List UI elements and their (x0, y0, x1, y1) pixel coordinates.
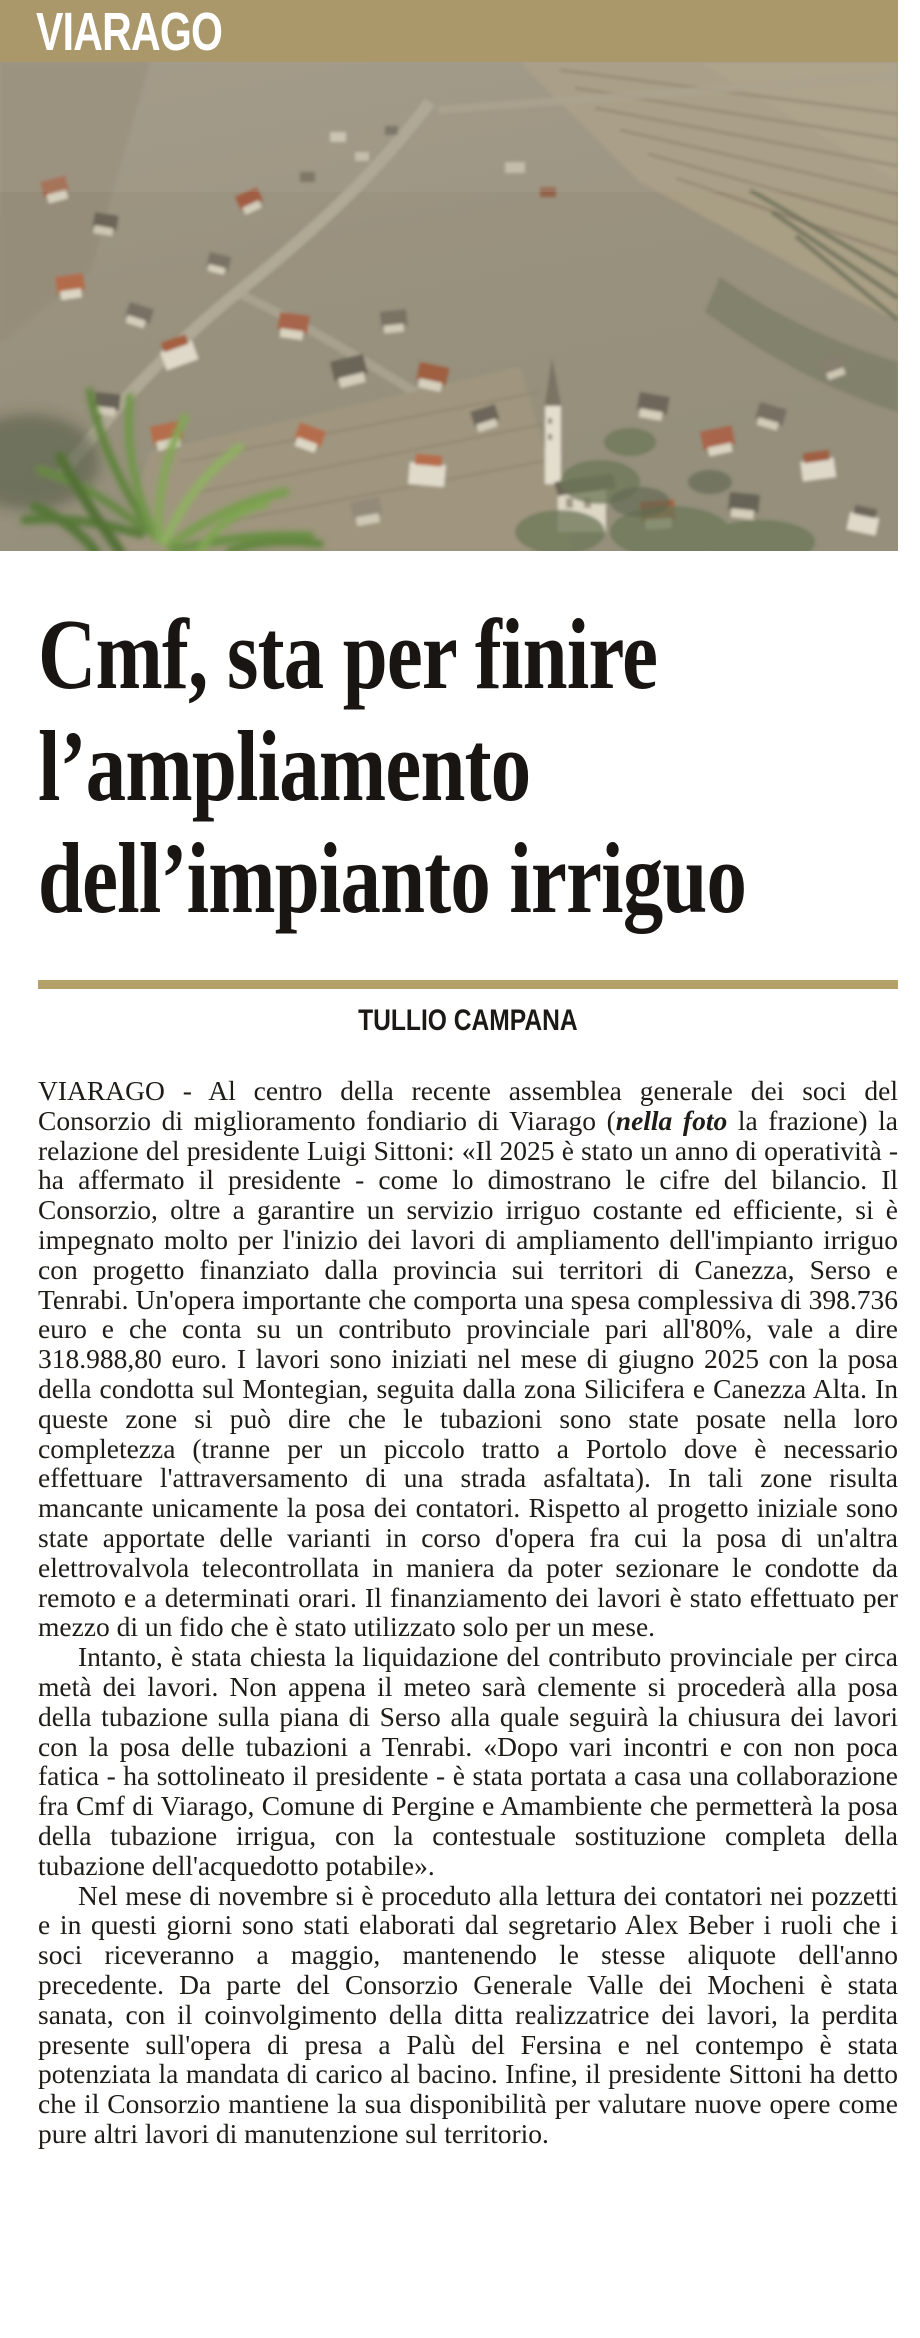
headline-line-1: Cmf, sta per finire (38, 598, 658, 710)
headline-line-2: l’ampliamento (38, 710, 531, 822)
byline-row (38, 1004, 898, 1038)
paragraph-2: Intanto, è stata chiesta la liquidazione del contributo provinciale per circa metà dei lavori. Non appena il meteo sarà clemente si procederà alla posa della tubazione sulla piana di Serso alla quale seguirà la chiusura dei lavori con la posa delle tubazioni a Tenrabi. «Dopo vari incontri e con non poca fatica - ha sottolineato il presidente - è stata portata a casa una collaborazione fra Cmf di Viarago, Comune di Pergine e Amambiente che permetterà la posa della tubazione irrigua, con la contestuale sostituzione completa della tubazione dell'acquedotto potabile». (38, 1641, 898, 1881)
article-body (38, 1076, 898, 2149)
paragraph-1-rest: la frazione) la relazione del presidente Luigi Sittoni: «Il 2025 è stato un anno di operatività - ha affermato il presidente - come lo dimostrano le cifre del bilancio. Il Consorzio, oltre a garantire un servizio irriguo costante ed efficiente, si è impegnato molto per l'inizio dei lavori di ampliamento dell'impianto irriguo con progetto finanziato dalla provincia sui territori di Canezza, Serso e Tenrabi. Un'opera importante che comporta una spesa complessiva di 398.736 euro e che conta su un contributo provinciale pari all'80%, vale a dire 318.988,80 euro. I lavori sono iniziati nel mese di giugno 2025 con la posa della condotta sul Montegian, seguita dalla zona Silicifera e Canezza Alta. In queste zone si può dire che le tubazioni sono state posate nella loro completezza (tranne per un piccolo tratto a Portolo dove è necessario effettuare l'attraversamento di una strada asfaltata). In tali zone risulta mancante unicamente la posa dei contatori. Rispetto al progetto iniziale sono state apportate delle varianti in corso d'opera fra cui la posa di un'altra elettrovalvola telecontrollata in maniera da poter sezionare le condotte da remoto e a determinati orari. Il finanziamento dei lavori è stato effettuato per mezzo di un fido che è stato utilizzato solo per un mese. (38, 1104, 898, 1643)
paragraph-3: Nel mese di novembre si è proceduto alla lettura dei contatori nei pozzetti e in questi giorni sono stati elaborati dal segretario Alex Beber i ruoli che i soci riceveranno a maggio, mantenendo le stesse aliquote dell'anno precedente. Da parte del Consorzio Generale Valle dei Mocheni è stata sanata, con il coinvolgimento della ditta realizzatrice dei lavori, la perdita presente sull'opera di presa a Palù del Fersina e nel contempo è stata potenziata la mandata di carico al bacino. Infine, il presidente Sittoni ha detto che il Consorzio mantiene la sua disponibilità per valutare nuove opere come pure altri lavori di manutenzione sul territorio. (38, 1879, 898, 2149)
kicker-label: VIARAGO (36, 2, 223, 62)
byline: TULLIO CAMPANA (358, 1004, 578, 1037)
article-photo (0, 62, 898, 551)
photo-reference-emphasis: nella foto (615, 1104, 728, 1136)
headline-line-3: dell’impianto irriguo (38, 822, 747, 934)
divider-rule (38, 980, 898, 989)
headline (38, 598, 898, 934)
kicker-band (0, 0, 898, 62)
aerial-village-illustration (0, 62, 898, 551)
paragraph-1 (38, 1076, 898, 1642)
paragraph-1-lead: VIARAGO - Al centro della recente assemblea generale dei soci del Consorzio di miglioramento fondiario di Viarago ( (38, 1075, 898, 1136)
